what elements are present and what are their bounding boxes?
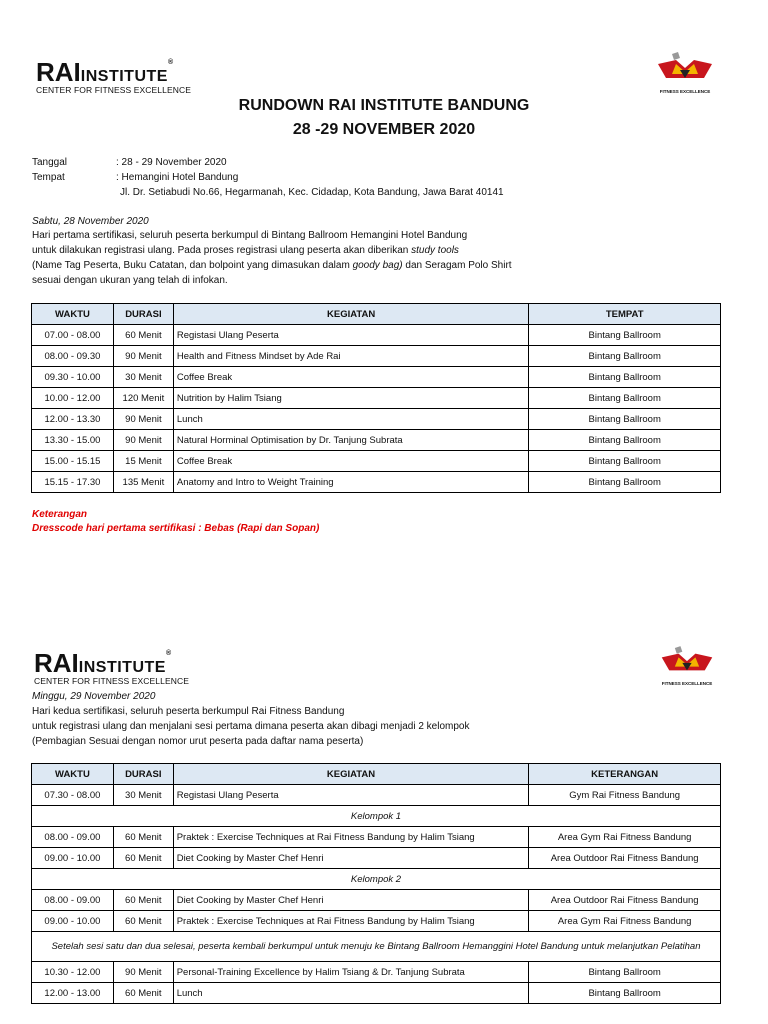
cell-kegiatan: Diet Cooking by Master Chef Henri bbox=[173, 848, 529, 869]
table-row bbox=[32, 409, 721, 430]
emblem-caption: FITNESS EXCELLENCE bbox=[661, 681, 713, 686]
day1-p3-tail: dan Seragam Polo Shirt bbox=[402, 260, 512, 271]
emblem-caption: FITNESS EXCELLENCE bbox=[659, 89, 711, 94]
cell-kegiatan: Natural Horminal Optimisation by Dr. Tanjung Subrata bbox=[173, 430, 529, 451]
cell-waktu: 12.00 - 13.30 bbox=[32, 409, 114, 430]
cell-kegiatan: Registasi Ulang Peserta bbox=[173, 785, 529, 806]
cell-durasi: 90 Menit bbox=[113, 346, 173, 367]
day1-p3-italic: goody bag) bbox=[352, 260, 403, 271]
cell-waktu: 07.30 - 08.00 bbox=[32, 785, 114, 806]
cell-tempat: Bintang Ballroom bbox=[529, 962, 721, 983]
group-row-kelompok-2 bbox=[32, 869, 721, 890]
table-row bbox=[32, 388, 721, 409]
cell-waktu: 10.30 - 12.00 bbox=[32, 962, 114, 983]
cell-tempat: Bintang Ballroom bbox=[529, 325, 721, 346]
day1-heading: Sabtu, 28 November 2020 bbox=[32, 216, 149, 227]
day1-schedule-table bbox=[31, 303, 721, 493]
cell-waktu: 12.00 - 13.00 bbox=[32, 983, 114, 1004]
cell-durasi: 120 Menit bbox=[113, 388, 173, 409]
page-title: RUNDOWN RAI INSTITUTE BANDUNG bbox=[238, 97, 530, 114]
cell-tempat: Bintang Ballroom bbox=[529, 346, 721, 367]
table-row bbox=[32, 472, 721, 493]
tempat-label: Tempat bbox=[32, 172, 65, 183]
header-waktu: WAKTU bbox=[32, 304, 114, 325]
group-row-kelompok-2-cell: Kelompok 2 bbox=[32, 869, 721, 890]
cell-kegiatan: Health and Fitness Mindset by Ade Rai bbox=[173, 346, 529, 367]
rai-institute-logo bbox=[36, 59, 191, 95]
fitness-excellence-emblem-icon bbox=[658, 646, 716, 688]
day1-note-label: Keterangan bbox=[32, 509, 88, 520]
cell-kegiatan: Lunch bbox=[173, 983, 529, 1004]
cell-tempat: Bintang Ballroom bbox=[529, 451, 721, 472]
cell-tempat: Gym Rai Fitness Bandung bbox=[529, 785, 721, 806]
transition-note-row bbox=[32, 932, 721, 962]
logo-tagline: CENTER FOR FITNESS EXCELLENCE bbox=[36, 85, 191, 95]
table-row bbox=[32, 890, 721, 911]
header-durasi: DURASI bbox=[113, 764, 173, 785]
day1-paragraph-line1: Hari pertama sertifikasi, seluruh peserta berkumpul di Bintang Ballroom Hemangini Hotel Bandung bbox=[32, 230, 468, 241]
table-header-row bbox=[32, 304, 721, 325]
cell-tempat: Area Gym Rai Fitness Bandung bbox=[529, 911, 721, 932]
cell-waktu: 09.00 - 10.00 bbox=[32, 911, 114, 932]
cell-durasi: 30 Menit bbox=[113, 367, 173, 388]
cell-kegiatan: Personal-Training Excellence by Halim Tsiang & Dr. Tanjung Subrata bbox=[173, 962, 529, 983]
cell-waktu: 08.00 - 09.30 bbox=[32, 346, 114, 367]
day1-p2-italic: study tools bbox=[411, 245, 459, 256]
header-durasi: DURASI bbox=[113, 304, 173, 325]
cell-durasi: 15 Menit bbox=[113, 451, 173, 472]
cell-kegiatan: Praktek : Exercise Techniques at Rai Fitness Bandung by Halim Tsiang bbox=[173, 827, 529, 848]
transition-note-row-cell: Setelah sesi satu dan dua selesai, peserta kembali berkumpul untuk menuju ke Bintang Ballroom Hemanggini Hotel Bandung untuk melanjutkan Pelatihan bbox=[32, 932, 721, 962]
tempat-value: : Hemangini Hotel Bandung bbox=[116, 172, 239, 183]
logo-tagline: CENTER FOR FITNESS EXCELLENCE bbox=[34, 676, 189, 686]
table-row bbox=[32, 848, 721, 869]
cell-waktu: 15.00 - 15.15 bbox=[32, 451, 114, 472]
day1-paragraph-line3 bbox=[32, 259, 512, 273]
cell-tempat: Bintang Ballroom bbox=[529, 367, 721, 388]
cell-durasi: 60 Menit bbox=[113, 911, 173, 932]
cell-durasi: 90 Menit bbox=[113, 430, 173, 451]
logo-name: RAI bbox=[34, 648, 79, 678]
header-kegiatan: KEGIATAN bbox=[173, 764, 529, 785]
table-row bbox=[32, 367, 721, 388]
tanggal-label: Tanggal bbox=[32, 157, 68, 168]
day2-schedule-table bbox=[31, 763, 721, 1004]
venue-address: Jl. Dr. Setiabudi No.66, Hegarmanah, Kec. Cidadap, Kota Bandung, Jawa Barat 40141 bbox=[120, 187, 504, 198]
cell-durasi: 60 Menit bbox=[113, 848, 173, 869]
cell-durasi: 135 Menit bbox=[113, 472, 173, 493]
cell-kegiatan: Lunch bbox=[173, 409, 529, 430]
table-row bbox=[32, 346, 721, 367]
day1-p3-text: (Name Tag Peserta, Buku Catatan, dan bolpoint yang dimasukan dalam bbox=[32, 260, 353, 271]
table-row bbox=[32, 827, 721, 848]
table-row bbox=[32, 430, 721, 451]
day2-paragraph-line1: Hari kedua sertifikasi, seluruh peserta berkumpul Rai Fitness Bandung bbox=[32, 706, 345, 717]
cell-waktu: 13.30 - 15.00 bbox=[32, 430, 114, 451]
cell-durasi: 60 Menit bbox=[113, 890, 173, 911]
header-keterangan: KETERANGAN bbox=[529, 764, 721, 785]
day2-paragraph-line2: untuk registrasi ulang dan menjalani sesi pertama dimana peserta akan dibagi menjadi 2 kelompok bbox=[32, 721, 470, 732]
logo-suffix: INSTITUTE bbox=[80, 68, 168, 85]
table-row bbox=[32, 785, 721, 806]
cell-tempat: Bintang Ballroom bbox=[529, 983, 721, 1004]
cell-kegiatan: Coffee Break bbox=[173, 367, 529, 388]
day1-dresscode-note: Dresscode hari pertama sertifikasi : Bebas (Rapi dan Sopan) bbox=[32, 523, 320, 534]
cell-tempat: Area Outdoor Rai Fitness Bandung bbox=[529, 848, 721, 869]
cell-kegiatan: Nutrition by Halim Tsiang bbox=[173, 388, 529, 409]
logo-suffix: INSTITUTE bbox=[78, 659, 166, 676]
rai-institute-logo-page2 bbox=[34, 650, 189, 686]
group-row-kelompok-1 bbox=[32, 806, 721, 827]
header-kegiatan: KEGIATAN bbox=[173, 304, 529, 325]
cell-durasi: 60 Menit bbox=[113, 325, 173, 346]
cell-waktu: 10.00 - 12.00 bbox=[32, 388, 114, 409]
cell-tempat: Bintang Ballroom bbox=[529, 388, 721, 409]
table-row bbox=[32, 325, 721, 346]
logo-reg-mark: ® bbox=[167, 59, 174, 66]
day1-paragraph-line2 bbox=[32, 244, 459, 258]
cell-durasi: 60 Menit bbox=[113, 983, 173, 1004]
header-waktu: WAKTU bbox=[32, 764, 114, 785]
day2-heading: Minggu, 29 November 2020 bbox=[32, 691, 156, 702]
cell-durasi: 60 Menit bbox=[113, 827, 173, 848]
cell-kegiatan: Praktek : Exercise Techniques at Rai Fitness Bandung by Halim Tsiang bbox=[173, 911, 529, 932]
fitness-excellence-emblem-icon bbox=[654, 52, 716, 94]
logo-reg-mark: ® bbox=[165, 650, 172, 657]
cell-waktu: 08.00 - 09.00 bbox=[32, 827, 114, 848]
cell-waktu: 07.00 - 08.00 bbox=[32, 325, 114, 346]
cell-durasi: 90 Menit bbox=[113, 962, 173, 983]
cell-tempat: Area Outdoor Rai Fitness Bandung bbox=[529, 890, 721, 911]
cell-kegiatan: Registasi Ulang Peserta bbox=[173, 325, 529, 346]
day2-paragraph-line3: (Pembagian Sesuai dengan nomor urut peserta pada daftar nama peserta) bbox=[32, 736, 364, 747]
table-row bbox=[32, 962, 721, 983]
table-header-row bbox=[32, 764, 721, 785]
table-row bbox=[32, 983, 721, 1004]
cell-kegiatan: Anatomy and Intro to Weight Training bbox=[173, 472, 529, 493]
cell-waktu: 09.00 - 10.00 bbox=[32, 848, 114, 869]
cell-tempat: Bintang Ballroom bbox=[529, 409, 721, 430]
cell-tempat: Bintang Ballroom bbox=[529, 430, 721, 451]
day1-p2-text: untuk dilakukan registrasi ulang. Pada proses registrasi ulang peserta akan diberikan bbox=[32, 245, 412, 256]
cell-tempat: Bintang Ballroom bbox=[529, 472, 721, 493]
cell-kegiatan: Coffee Break bbox=[173, 451, 529, 472]
logo-name: RAI bbox=[36, 57, 81, 87]
table-row bbox=[32, 911, 721, 932]
table-row bbox=[32, 451, 721, 472]
cell-waktu: 08.00 - 09.00 bbox=[32, 890, 114, 911]
cell-kegiatan: Diet Cooking by Master Chef Henri bbox=[173, 890, 529, 911]
cell-durasi: 90 Menit bbox=[113, 409, 173, 430]
cell-waktu: 09.30 - 10.00 bbox=[32, 367, 114, 388]
page-subtitle-dates: 28 -29 NOVEMBER 2020 bbox=[292, 121, 476, 138]
cell-waktu: 15.15 - 17.30 bbox=[32, 472, 114, 493]
group-row-kelompok-1-cell: Kelompok 1 bbox=[32, 806, 721, 827]
day1-paragraph-line4: sesuai dengan ukuran yang telah di infokan. bbox=[32, 275, 228, 286]
cell-tempat: Area Gym Rai Fitness Bandung bbox=[529, 827, 721, 848]
cell-durasi: 30 Menit bbox=[113, 785, 173, 806]
tanggal-value: : 28 - 29 November 2020 bbox=[116, 157, 227, 168]
header-tempat: TEMPAT bbox=[529, 304, 721, 325]
